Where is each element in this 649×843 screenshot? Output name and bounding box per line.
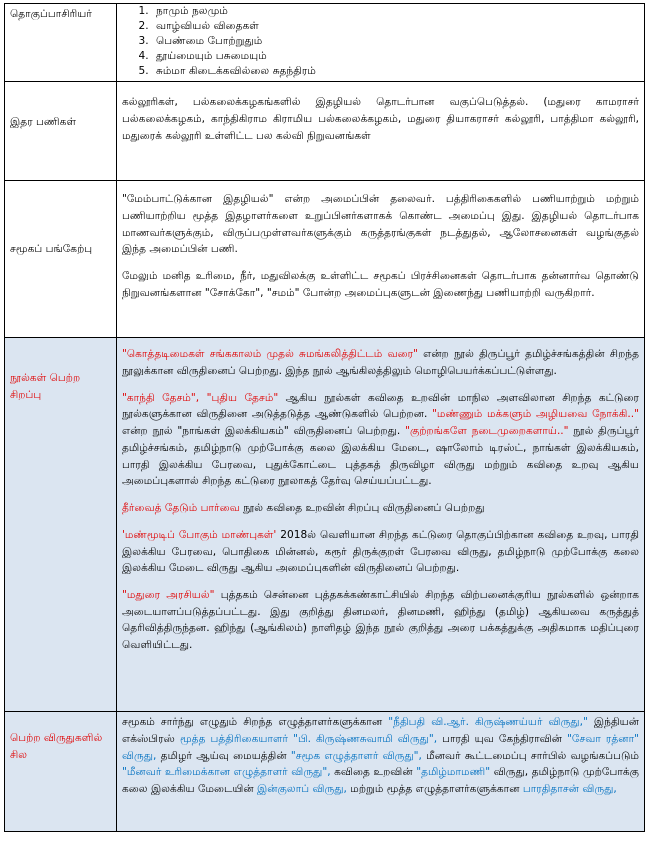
label-books-text: நூல்கள் பெற்ற சிறப்பு <box>10 372 81 401</box>
social-text <box>117 181 645 338</box>
award-text: தமிழர் ஆய்வு மையத்தின் <box>156 749 291 762</box>
book-title: "கொத்தடிமைகள் சங்ககாலம் முதல் சுமங்கலித்திட்டம் வரை" <box>122 348 418 361</box>
award-text: மீனவர் கூட்டமைப்பு சார்பில் வழங்கப்படும் <box>421 749 640 762</box>
book-note: என்ற நூல் திருப்பூர் தமிழ்ச்சங்கத்தின் சிறந்த நூலுக்கான விருதினைப் பெற்றது. இந்த நூல் ஆங்கிலத்திலும் மொழிபெயர்க்கப்பட்டுள்ளது. <box>122 348 639 377</box>
other-work-text <box>117 82 645 181</box>
book-note: புத்தகம் சென்னை புத்தகக்கண்காட்சியில் சிறந்த விற்பனைக்குரிய நூல்களில் ஒன்றாக அடையாளப்படுத்தப்பட்டது. இது குறித்து தினமலர், தினமணி, ஹிந்து (தமிழ்) ஆகியவை கருத்துத் தெரிவித்திருந்தன. ஹிந்து (ஆங்கிலம்) நாளிதழ் இந்த நூல் குறித்து அரை பக்கத்துக்கு அதிகமாக மதிப்புரை வெளியிட்டது. <box>122 588 640 652</box>
row-awards <box>5 712 645 832</box>
award-name: "சமூக எழுத்தாளர் விருது", <box>290 749 422 762</box>
book-title: "காந்தி தேசம்", "புதிய தேசம்" <box>122 391 279 404</box>
list-item: 1. நாமும் நலமும் <box>152 4 639 19</box>
award-text: பாரதி யுவ கேந்திராவின் <box>437 732 567 745</box>
book-note: என்ற நூல் "நாங்கள் இலக்கியகம்" விருதினைப் பெற்றது. <box>122 425 401 438</box>
award-name: பாரதிதாசன் விருது, <box>522 783 617 796</box>
books-text <box>117 338 645 712</box>
social-paragraph-1: "மேம்பாட்டுக்கான இதழியல்" என்ற அமைப்பின் தலைவர். பத்திரிகைகளில் பணியாற்றும் மற்றும் பணியாற்றிய மூத்த இதழாளர்களை உறுப்பினர்களாகக் கொண்ட அமைப்பு இது. இதழியல் தொடர்பாக மாணவர்களுக்கும், விருப்பமுள்ளவர்களுக்கும் கருத்தரங்குகள் நடத்துதல், ஆலோசனைகள் வழங்குதல் இந்த அமைப்பின் பணி. <box>122 193 639 256</box>
label-other-work-text: இதர பணிகள் <box>10 116 77 129</box>
list-item: 2. வாழ்வியல் விதைகள் <box>152 19 639 34</box>
label-books <box>5 338 117 712</box>
list-item: 3. பெண்மை போற்றுதும் <box>152 34 639 49</box>
row-editor <box>5 4 645 82</box>
award-text: இந்தியன் எக்ஸ்பிரஸ் <box>122 716 639 745</box>
books-paragraph-3 <box>122 500 639 517</box>
row-books <box>5 338 645 712</box>
list-item: 4. தூய்மையும் பசுமையும் <box>152 49 639 64</box>
label-other-work <box>5 82 117 181</box>
label-social-text: சமூகப் பங்கேற்பு <box>10 243 93 256</box>
label-awards <box>5 712 117 832</box>
books-paragraph-4 <box>122 527 639 577</box>
award-text: சமூகம் சார்ந்து எழுதும் சிறந்த எழுத்தாளர்களுக்கான <box>122 716 389 729</box>
award-text: மற்றும் மூத்த எழுத்தாளர்களுக்கான <box>346 783 523 796</box>
profile-table <box>4 3 645 832</box>
editor-book-list <box>122 4 639 79</box>
other-work-paragraph: கல்லூரிகள், பல்கலைக்கழகங்களில் இதழியல் தொடர்பான வகுப்பெடுத்தல். (மதுரை காமராசர் பல்கலைக்கழகம், காந்திகிராம கிராமிய பல்கலைக்கழகம், மதுரை தியாகராசர் கல்லூரி, பாத்திமா கல்லூரி, மதுரைக் கல்லூரி உள்ளிட்ட பல கல்வி நிறுவனங்கள் <box>122 96 639 142</box>
awards-text <box>117 712 645 832</box>
books-paragraph-2 <box>122 390 639 490</box>
books-paragraph-5 <box>122 587 639 654</box>
award-name: "தமிழ்மாமணி" <box>416 766 491 779</box>
list-item: 5. சும்மா கிடைக்கவில்லை சுதந்திரம் <box>152 64 639 79</box>
book-note: ஆகிய நூல்கள் கவிதை உறவின் மாநில அளவிலான சிறந்த கட்டுரை நூல்களுக்கான விருதினை அடுத்தடுத்த ஆண்டுகளில் பெற்றன. <box>122 391 639 421</box>
award-name: இன்குலாப் விருது, <box>256 783 347 796</box>
award-text: விருது, தமிழ்நாடு முற்போக்கு கலை இலக்கிய மேடையின் <box>122 766 639 796</box>
book-note: நூல் கவிதை உறவின் சிறப்பு விருதினைப் பெற்றது <box>239 502 485 515</box>
row-social <box>5 181 645 338</box>
label-awards-text: பெற்ற விருதுகளில் சில <box>10 732 103 761</box>
book-title: தீர்வைத் தேடும் பார்வை <box>122 502 240 515</box>
social-paragraph-2: மேலும் மனித உரிமை, நீர், மதுவிலக்கு உள்ளிட்ட சமூகப் பிரச்சினைகள் தொடர்பாக தன்னார்வ தொண்டு நிறுவனங்களான "சோக்கோ", "சமம்" போன்ற அமைப்புகளுடன் இணைந்து பணியாற்றி வருகிறார். <box>122 270 639 299</box>
award-text: கவிதை உறவின் <box>330 766 417 779</box>
award-name: மூத்த பத்திரிகையாளர் "பி. கிருஷ்ணசுவாமி விருது", <box>179 732 438 745</box>
books-paragraph-1 <box>122 346 639 379</box>
book-title: "மண்ணும் மக்களும் அழியவை நோக்கி.." <box>432 408 639 421</box>
book-title: "குற்றங்களே நடைமுறைகளாய்.." <box>405 425 569 438</box>
awards-paragraph <box>122 714 639 798</box>
book-note: 2018ல் வெளியான சிறந்த கட்டுரை தொகுப்பிற்கான கவிதை உறவு, பாரதி இலக்கிய பேரவை, பொதிகை மின்னல், கரூர் திருக்குறள் பேரவை விருது, தமிழ்நாடு முற்போக்கு கலை இலக்கிய மேடை விருது ஆகிய அமைப்புகளின் விருதினைப் பெற்றது. <box>122 528 640 575</box>
award-name: "சேவா ரத்னா" விருது, <box>122 732 639 762</box>
award-name: "நீதிபதி வி.ஆர். கிருஷ்ணய்யர் விருது," <box>388 716 588 729</box>
book-note: நூல் திருப்பூர் தமிழ்ச்சங்கம், தமிழ்நாடு முற்போக்கு கலை இலக்கிய மேடை, ஷாலோம் டிரஸ்ட், நாங்கள் இலக்கியகம், பாரதி இலக்கிய பேரவை, புதுக்கோட்டை புத்தகத் திருவிழா விருது மற்றும் கவிதை உறவு ஆகிய அமைப்புகளால் சிறந்த கட்டுரை நூலாகத் தேர்வு செய்யப்பட்டது. <box>122 425 640 488</box>
editor-books <box>117 4 645 82</box>
book-title: 'மண்மூடிப் போகும் மாண்புகள்' <box>122 528 277 541</box>
label-editor: தொகுப்பாசிரியர் <box>5 4 117 82</box>
book-title: "மதுரை அரசியல்" <box>122 588 215 601</box>
row-other-work <box>5 82 645 181</box>
label-social <box>5 181 117 338</box>
award-name: "மீனவர் உரிமைக்கான எழுத்தாளர் விருது", <box>122 766 331 779</box>
